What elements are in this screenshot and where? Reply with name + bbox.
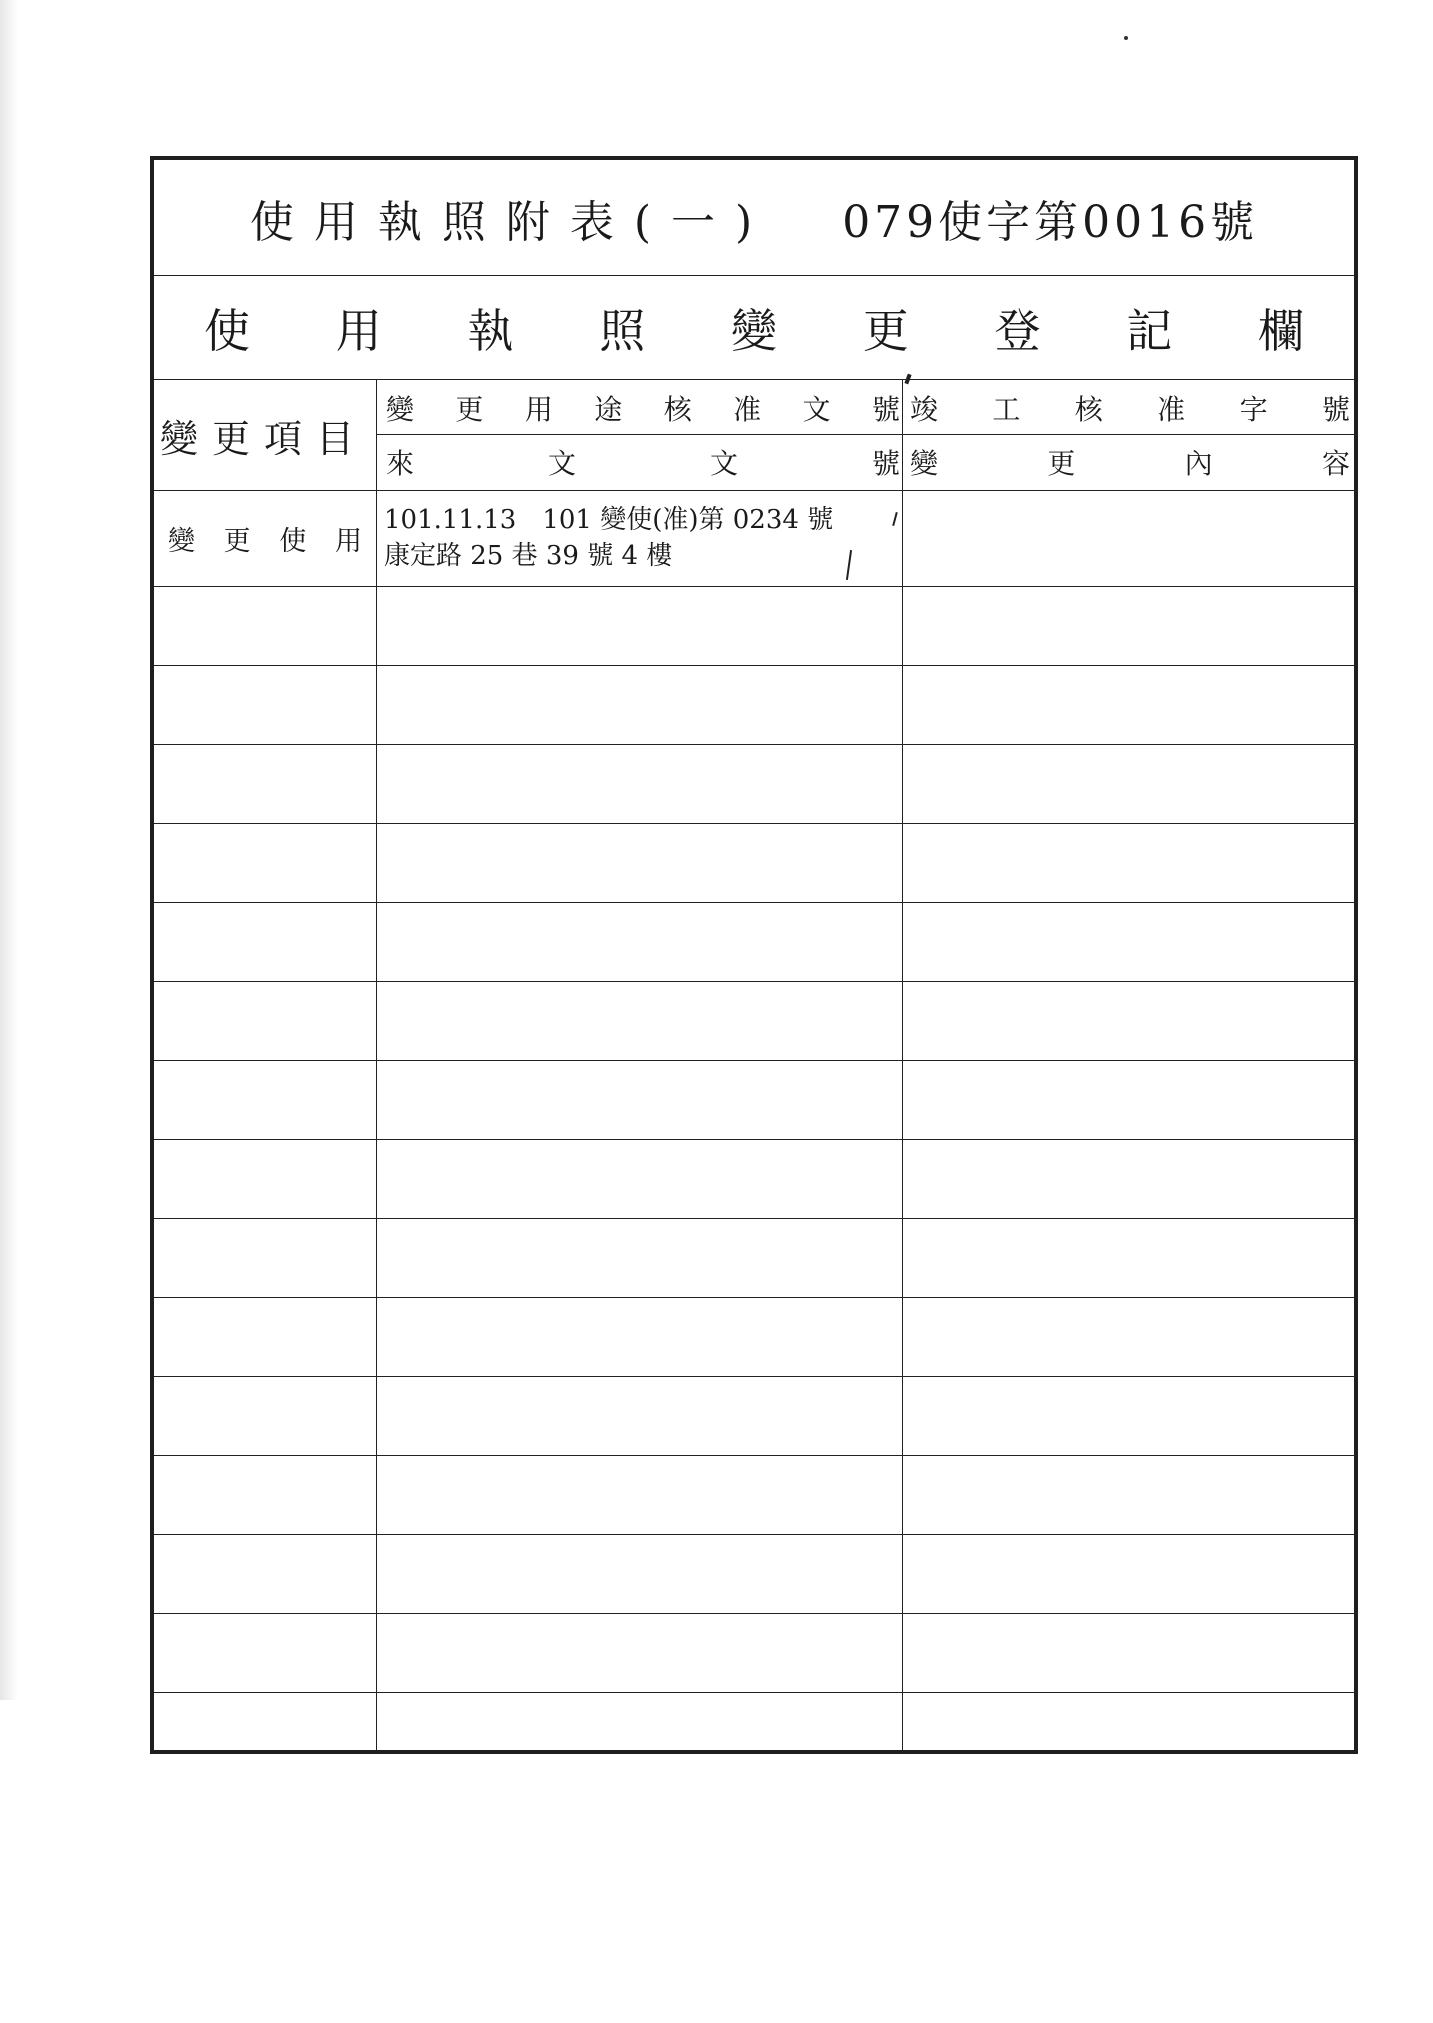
header-char: 字: [1239, 393, 1268, 426]
header-char: 文: [802, 393, 831, 426]
form-subtitle: [204, 276, 1304, 380]
header-char: 內: [1184, 447, 1213, 480]
blank-row-line: [154, 1218, 1358, 1219]
header-char: 核: [1074, 393, 1103, 426]
blank-row-line: [154, 823, 1358, 824]
entry-address: 康定路 25 巷 39 號 4 樓: [384, 541, 673, 571]
header-char: 工: [992, 393, 1021, 426]
header-char: 准: [1157, 393, 1186, 426]
entry-item-char: 用: [334, 525, 362, 557]
form-subtitle-row: [154, 276, 1354, 380]
header-char: 准: [733, 393, 762, 426]
change-item-header: 變更項目: [159, 416, 368, 461]
blank-row-line: [154, 1455, 1358, 1456]
header-char: 號: [1321, 393, 1350, 426]
form-title-main: 使用執照附表(一): [249, 197, 773, 248]
header-char: 途: [594, 393, 623, 426]
entry-item-char: 變: [168, 525, 195, 557]
approval-doc-number-header: [386, 382, 900, 434]
subtitle-char: 欄: [1258, 304, 1304, 358]
blank-row-line: [154, 1139, 1358, 1140]
blank-row-line: [154, 1376, 1358, 1377]
pen-mark: [892, 512, 898, 526]
blank-row-line: [154, 1060, 1358, 1061]
entry-item-char: 更: [223, 525, 251, 557]
scan-edge-shadow: [0, 0, 18, 1700]
subtitle-char: 執: [467, 304, 514, 358]
header-char: 來: [386, 447, 415, 480]
header-char: 文: [709, 447, 738, 480]
form-title-row: [154, 160, 1354, 276]
blank-row-line: [154, 902, 1358, 903]
header-char: 用: [524, 393, 553, 426]
header-char: 號: [871, 447, 900, 480]
change-content-header: [910, 436, 1350, 488]
subtitle-char: 記: [1126, 304, 1173, 358]
blank-row-line: [154, 1692, 1358, 1693]
blank-row-line: [154, 665, 1358, 666]
entry-item-char: 使: [279, 525, 307, 557]
blank-row-line: [154, 744, 1358, 745]
header-char: 竣: [910, 393, 939, 426]
subtitle-char: 登: [994, 304, 1041, 358]
column-divider-item: [376, 380, 377, 1754]
entry-document-number: 101.11.13 101 變使(准)第 0234 號: [384, 505, 834, 535]
header-char: 變: [910, 447, 939, 480]
header-char: 號: [871, 393, 900, 426]
header-char: 更: [1047, 447, 1076, 480]
incoming-doc-number-header: [386, 436, 900, 488]
blank-row-line: [154, 1534, 1358, 1535]
subtitle-char: 變: [731, 304, 777, 358]
header-char: 核: [663, 393, 692, 426]
entry-change-content: [910, 496, 1350, 580]
license-number: 079使字第0016號: [842, 197, 1259, 248]
subtitle-char: 用: [335, 304, 382, 358]
header-char: 更: [455, 393, 484, 426]
scan-speck: [1124, 36, 1128, 40]
entry-document: [384, 502, 884, 574]
blank-row-line: [154, 1297, 1358, 1298]
blank-row-line: [154, 1613, 1358, 1614]
subtitle-char: 更: [862, 304, 909, 358]
completion-approval-number-header: [910, 382, 1350, 434]
subtitle-char: 照: [599, 304, 646, 358]
blank-row-line: [154, 981, 1358, 982]
entry-row-divider: [154, 586, 1358, 587]
header-mid-divider: [376, 434, 1358, 435]
column-divider-document: [902, 380, 903, 1754]
change-registration-form: [150, 156, 1358, 1754]
header-char: 容: [1321, 447, 1350, 480]
header-char: 文: [547, 447, 576, 480]
header-char: 變: [386, 393, 415, 426]
form-title: [154, 160, 1354, 276]
entry-item: [162, 490, 368, 586]
subtitle-char: 使: [204, 304, 250, 358]
